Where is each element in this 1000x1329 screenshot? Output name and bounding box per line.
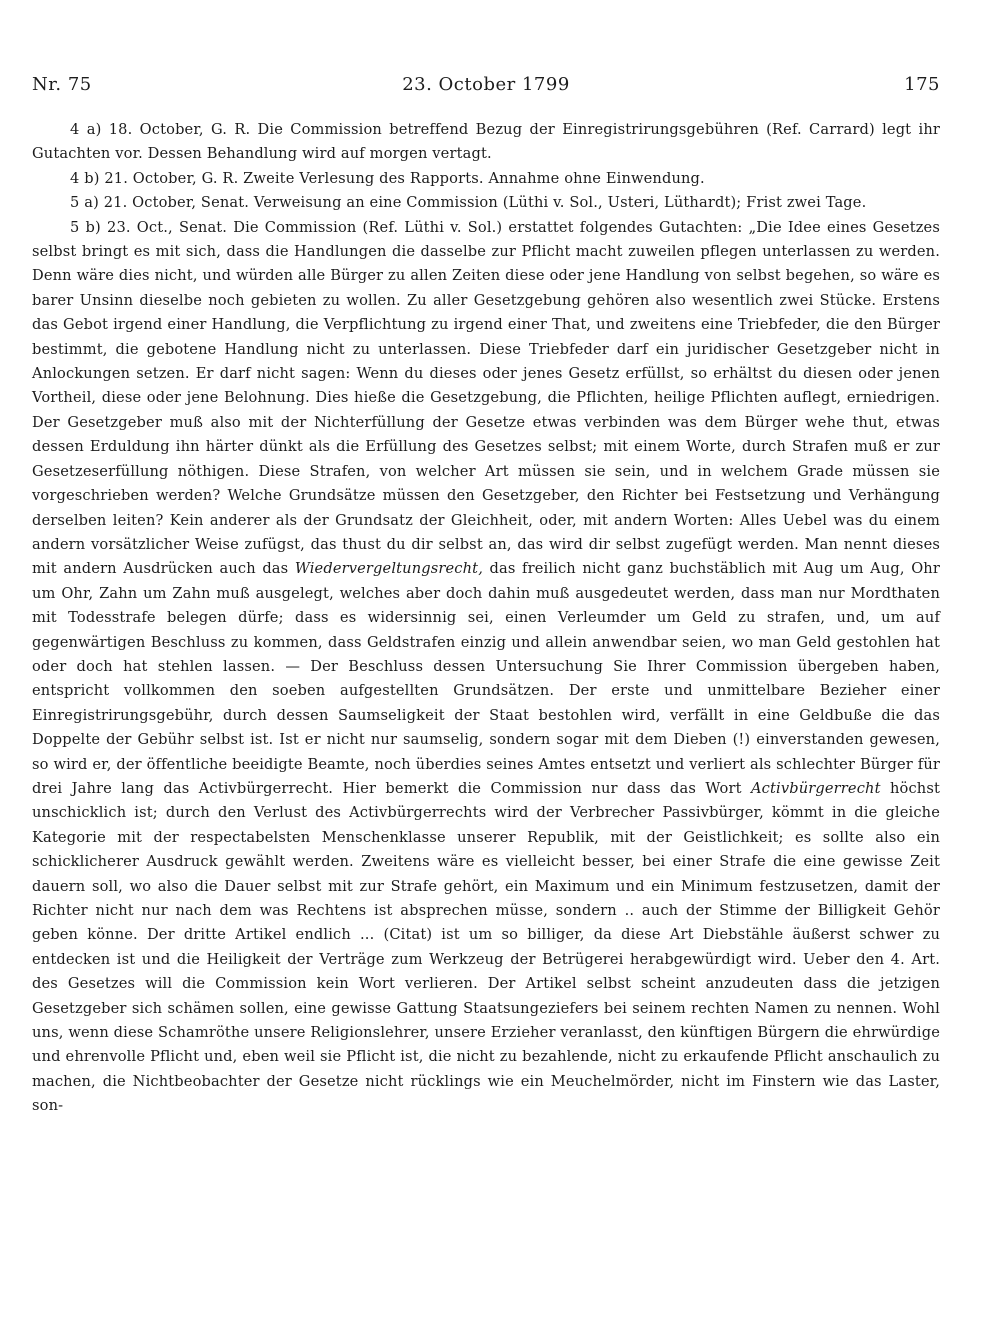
emphasis-wiedervergeltungsrecht: Wiedervergeltungsrecht, (294, 560, 483, 578)
document-number: Nr. 75 (32, 74, 92, 95)
header-date: 23. October 1799 (402, 74, 570, 95)
report-text-part-3: höchst unschicklich ist; durch den Verlust des Activbürgerrechts wird der Verbrecher Passivbürger, kömmt in die gleiche Kategorie mit der respectabelsten Menschenklasse unserer Republik, mit der Geistlichkeit; es sollte also ein schicklicherer Ausdruck gewählt werden. Zweitens wäre es vielleicht besser, bei einer Strafe die eine gewisse Zeit dauern soll, wo also die Dauer selbst mit zur Strafe gehört, ein Maximum und ein Minimum festzusetzen, damit der Richter nicht nur nach dem was Rechtens ist absprechen müsse, sondern .. auch der Stimme der Billigkeit Gehör geben könne. Der dritte Artikel endlich ... (Citat) ist um so billiger, da diese Art Diebstähle äußerst schwer zu entdecken ist und die Heiligkeit der Verträge zum Werkzeug der Betrügerei herabgewürdigt wird. Ueber den 4. Art. des Gesetzes will die Commission kein Wort verlieren. Der Artikel selbst scheint anzudeuten dass die jetzigen Gesetzgeber sich schämen sollen, eine gewisse Gattung Staatsungeziefers bei seinem rechten Namen zu nennen. Wohl uns, wenn diese Schamröthe unsere Religionslehrer, unsere Erzieher veranlasst, den künftigen Bürgern die ehrwürdige und ehrenvolle Pflicht und, eben weil sie Pflicht ist, die nicht zu bezahlende, nicht zu erkaufende Pflicht anschaulich zu machen, die Nichtbeobachter der Gesetze nicht rücklings wie ein Meuchelmörder, nicht im Finstern wie das Laster, son- (32, 779, 940, 1115)
report-text-part-1: 5 b) 23. Oct., Senat. Die Commission (Ref. Lüthi v. Sol.) erstattet folgendes Gutachten: „Die Idee eines Gesetzes selbst bringt es mit sich, dass die Handlungen die dasselbe zur Pflicht macht zuweilen pflegen unterlassen zu werden. Denn wäre dies nicht, und würden alle Bürger zu allen Zeiten diese oder jene Handlung von selbst begehen, so wäre es barer Unsinn dieselbe noch gebieten zu wollen. Zu aller Gesetzgebung gehören also wesentlich zwei Stücke. Erstens das Gebot irgend einer Handlung, die Verpflichtung zu irgend einer That, und zweitens eine Triebfeder, die den Bürger bestimmt, die gebotene Handlung nicht zu unterlassen. Diese Triebfeder darf ein juridischer Gesetzgeber nicht in Anlockungen setzen. Er darf nicht sagen: Wenn du dieses oder jenes Gesetz erfüllst, so erhältst du diesen oder jenen Vortheil, diese oder jene Belohnung. Dies hieße die Gesetzgebung, die Pflichten, heilige Pflichten auflegt, erniedrigen. Der Gesetzgeber muß also mit der Nichterfüllung der Gesetze etwas verbinden was dem Bürger wehe thut, etwas dessen Erduldung ihn härter dünkt als die Erfüllung des Gesetzes selbst; mit einem Worte, durch Strafen muß er zur Gesetzeserfüllung nöthigen. Diese Strafen, von welcher Art müssen sie sein, und in welchem Grade müssen sie vorgeschrieben werden? Welche Grundsätze müssen den Gesetzgeber, den Richter bei Festsetzung und Verhängung derselben leiten? Kein anderer als der Grundsatz der Gleichheit, oder, mit andern Worten: Alles Uebel was du einem andern vorsätzlicher Weise zufügst, das thust du dir selbst an, das wird dir selbst zugefügt werden. Man nennt dieses mit andern Ausdrücken auch das (32, 218, 940, 578)
report-text-part-2: das freilich nicht ganz buchstäblich mit Aug um Aug, Ohr um Ohr, Zahn um Zahn muß ausgelegt, welches aber doch dahin muß ausgedeutet werden, dass man nur Mordthaten mit Todesstrafe belegen dürfe; dass es widersinnig sei, einen Verleumder um Geld zu strafen, und, um auf gegenwärtigen Beschluss zu kommen, dass Geldstrafen einzig und allein anwendbar seien, wo man Geld gestohlen hat oder doch hat stehlen lassen. — Der Beschluss dessen Untersuchung Sie Ihrer Commission übergeben haben, entspricht vollkommen den soeben aufgestellten Grundsätzen. Der erste und unmittelbare Bezieher einer Einregistrirungsgebühr, durch dessen Saumseligkeit der Staat bestohlen wird, verfällt in eine Geldbuße die das Doppelte der Gebühr selbst ist. Ist er nicht nur saumselig, sondern sogar mit dem Dieben (!) einverstanden gewesen, so wird er, der öffentliche beeidigte Beamte, noch überdies seines Amtes entsetzt und verliert als schlechter Bürger für drei Jahre lang das Activbürgerrecht. Hier bemerkt die Commission nur dass das Wort (32, 560, 940, 797)
entry-5a: 5 a) 21. October, Senat. Verweisung an eine Commission (Lüthi v. Sol., Usteri, Lüthardt); Frist zwei Tage. (70, 194, 867, 212)
emphasis-activbuergerrecht: Activbürgerrecht (750, 779, 881, 797)
entry-4b: 4 b) 21. October, G. R. Zweite Verlesung des Rapports. Annahme ohne Einwendung. (70, 169, 705, 187)
entry-4a: 4 a) 18. October, G. R. Die Commission betreffend Bezug der Einregistrirungsgebühren (Ref. Carrard) legt ihr Gutachten vor. Dessen Behandlung wird auf morgen vertagt. (32, 121, 940, 163)
entry-5b-report (32, 216, 940, 1119)
running-header (32, 74, 940, 104)
body-text (32, 118, 940, 1119)
page-number: 175 (904, 74, 940, 95)
